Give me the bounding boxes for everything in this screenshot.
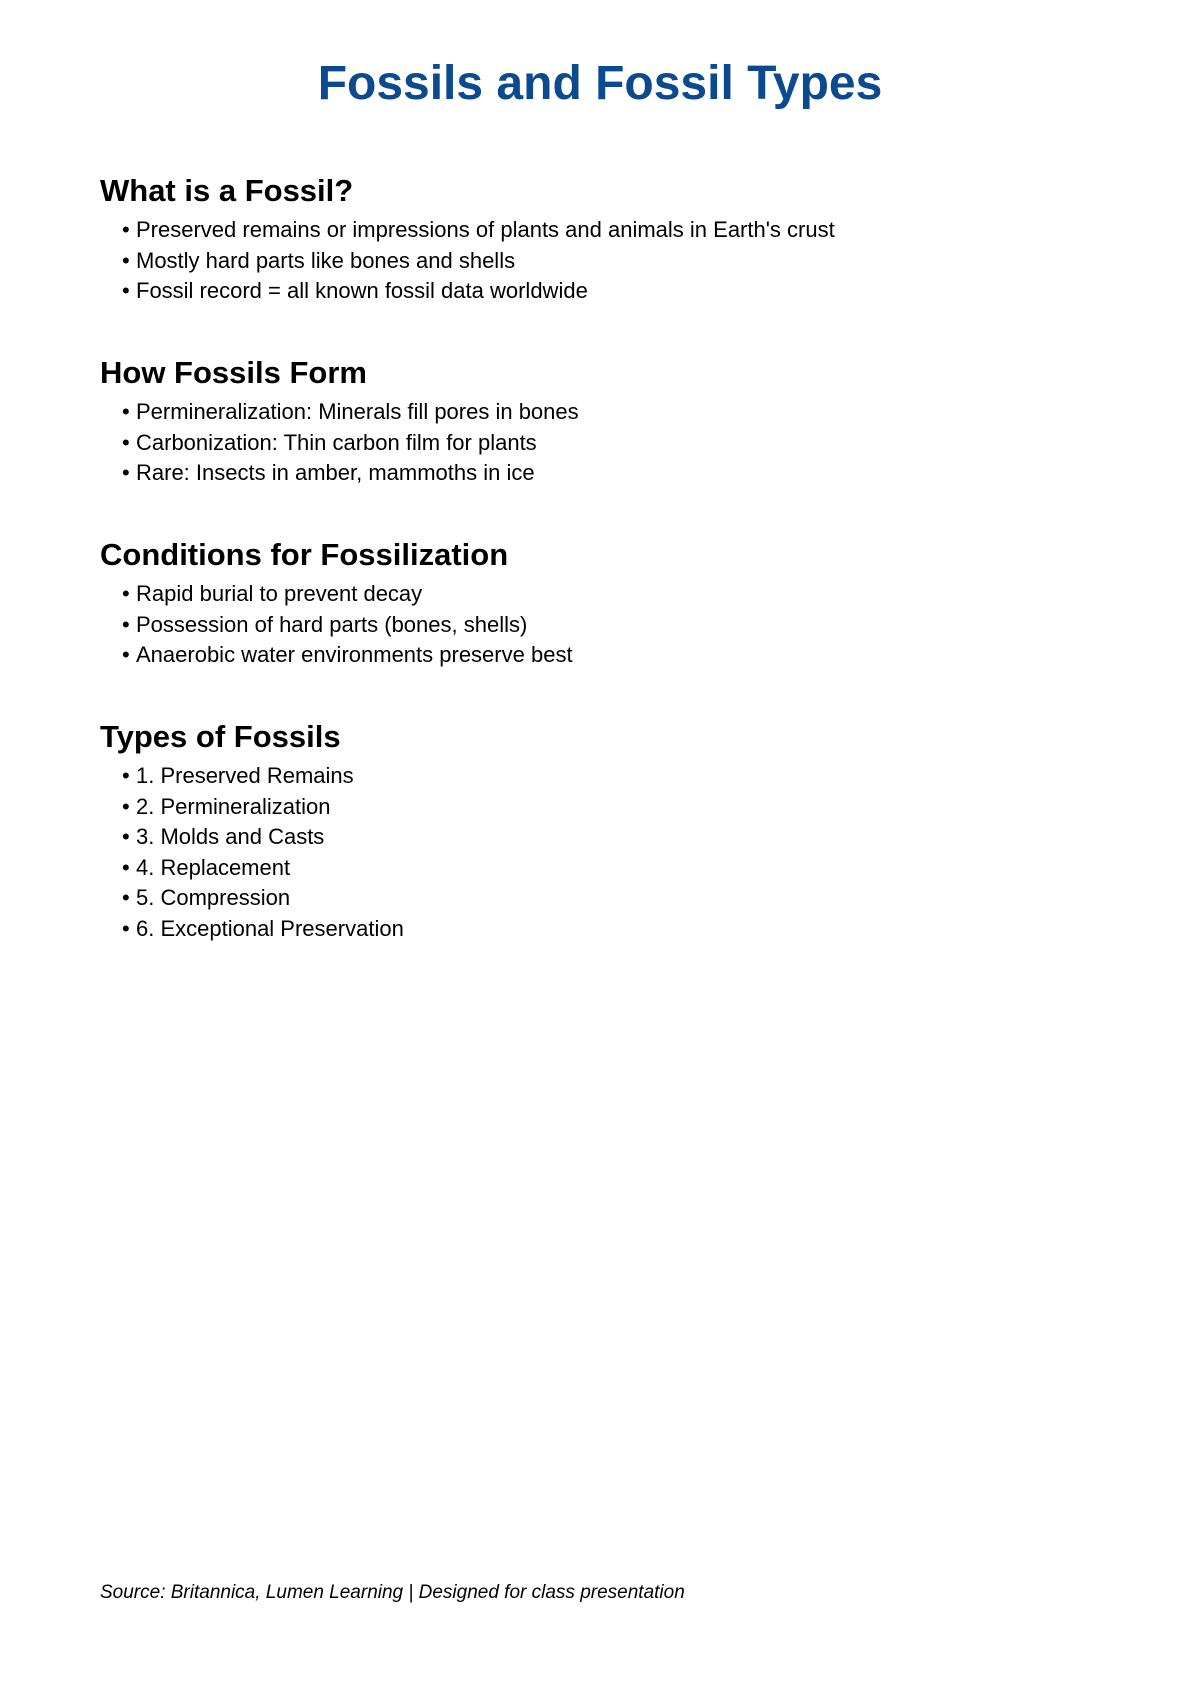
- list-item: [122, 792, 1100, 823]
- bullet-icon: •: [122, 854, 130, 880]
- list-item: [122, 761, 1100, 792]
- bullet-list: [100, 579, 1100, 671]
- list-item: [122, 458, 1100, 489]
- list-item-text: Carbonization: Thin carbon film for plants: [136, 429, 537, 455]
- section-conditions-for-fossilization: [100, 535, 1100, 671]
- bullet-icon: •: [122, 763, 130, 788]
- section-heading: Types of Fossils: [100, 719, 341, 754]
- bullet-icon: •: [122, 885, 130, 910]
- list-item-text: 6. Exceptional Preservation: [136, 915, 404, 941]
- list-item-text: 4. Replacement: [136, 854, 291, 880]
- bullet-icon: •: [122, 581, 130, 606]
- list-item-text: Anaerobic water environments preserve best: [136, 642, 573, 667]
- list-item: [122, 579, 1100, 610]
- list-item: [122, 610, 1100, 641]
- list-item: [122, 276, 1100, 307]
- bullet-icon: •: [122, 611, 130, 637]
- bullet-icon: •: [122, 278, 130, 303]
- list-item: [122, 822, 1100, 853]
- list-item: [122, 883, 1100, 914]
- list-item: [122, 853, 1100, 884]
- section-how-fossils-form: [100, 353, 1100, 489]
- section-heading: What is a Fossil?: [100, 173, 354, 208]
- bullet-icon: •: [122, 793, 130, 819]
- list-item: [122, 914, 1100, 945]
- list-item-text: Fossil record = all known fossil data worldwide: [136, 278, 588, 303]
- bullet-icon: •: [122, 642, 130, 667]
- list-item: [122, 246, 1100, 277]
- list-item-text: 5. Compression: [136, 885, 291, 910]
- bullet-icon: •: [122, 460, 130, 485]
- list-item-text: 3. Molds and Casts: [136, 824, 325, 849]
- bullet-list: [100, 215, 1100, 307]
- list-item-text: Mostly hard parts like bones and shells: [136, 247, 516, 273]
- section-types-of-fossils: [100, 717, 1100, 944]
- source-footnote: Source: Britannica, Lumen Learning | Designed for class presentation: [100, 1582, 685, 1603]
- list-item: [122, 428, 1100, 459]
- bullet-icon: •: [122, 429, 130, 455]
- list-item-text: Rapid burial to prevent decay: [136, 581, 423, 606]
- list-item-text: Possession of hard parts (bones, shells): [136, 611, 528, 637]
- bullet-icon: •: [122, 399, 130, 424]
- page-title: Fossils and Fossil Types: [317, 57, 883, 110]
- list-item-text: 1. Preserved Remains: [136, 763, 354, 788]
- bullet-icon: •: [122, 247, 130, 273]
- list-item-text: Rare: Insects in amber, mammoths in ice: [136, 460, 535, 485]
- bullet-icon: •: [122, 824, 130, 849]
- bullet-icon: •: [122, 915, 130, 941]
- list-item: [122, 397, 1100, 428]
- section-heading: Conditions for Fossilization: [100, 537, 509, 572]
- list-item: [122, 215, 1100, 246]
- list-item-text: Permineralization: Minerals fill pores in bones: [136, 399, 579, 424]
- bullet-icon: •: [122, 217, 130, 242]
- section-what-is-a-fossil: [100, 171, 1100, 307]
- bullet-list: [100, 397, 1100, 489]
- list-item-text: Preserved remains or impressions of plants and animals in Earth's crust: [136, 217, 835, 242]
- list-item: [122, 640, 1100, 671]
- list-item-text: 2. Permineralization: [136, 793, 331, 819]
- section-heading: How Fossils Form: [100, 355, 367, 390]
- bullet-list: [100, 761, 1100, 944]
